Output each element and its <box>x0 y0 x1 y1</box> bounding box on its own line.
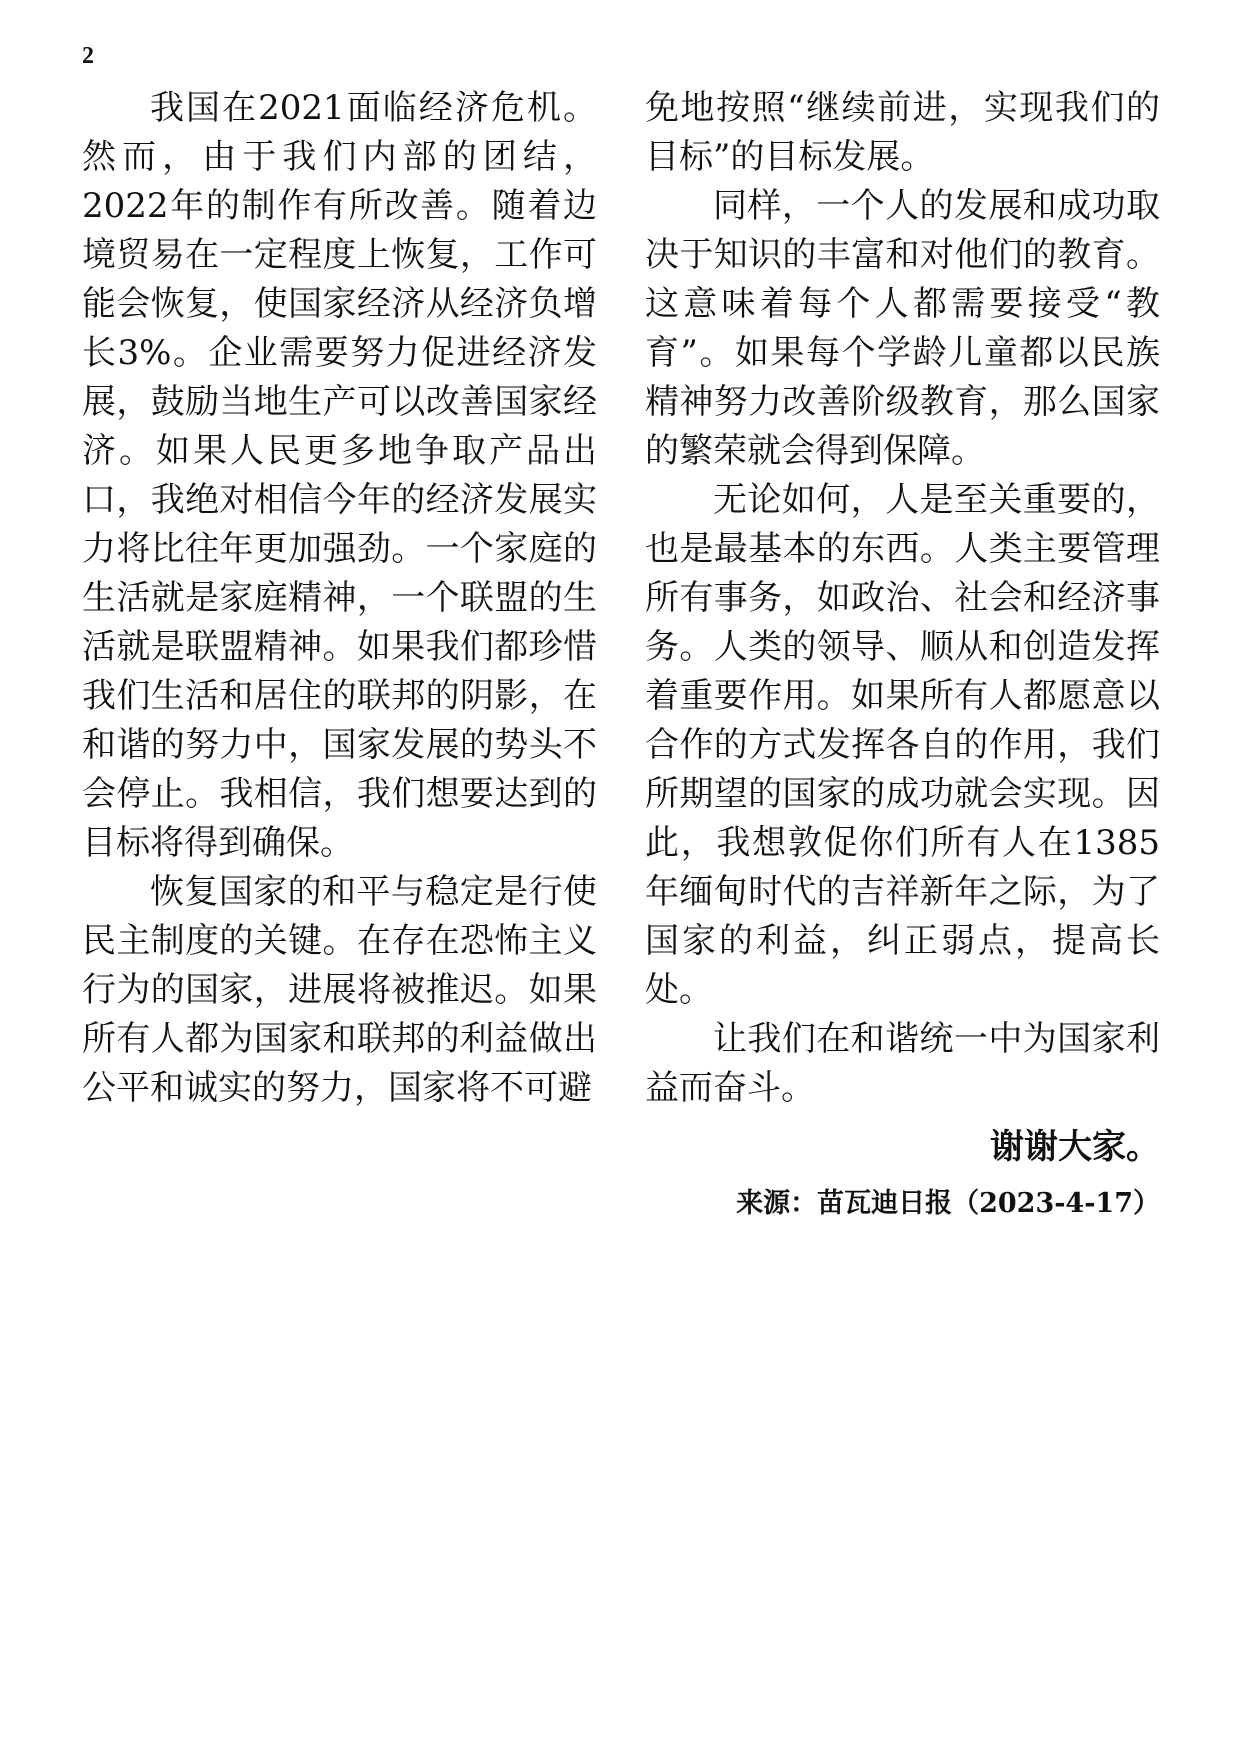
paragraph-peace: 恢复国家的和平与稳定是行使民主制度的关键。在存在恐怖主义行为的国家，进展将被推迟。如果所有人都为国家和联邦的利益做出公平和诚实的努力，国家将不可避 <box>82 872 597 1108</box>
paragraph-economy: 我国在2021面临经济危机。然而，由于我们内部的团结，2022年的制作有所改善。随着边境贸易在一定程度上恢复，工作可能会恢复，使国家经济从经济负增长3%。企业需要努力促进经济发展，鼓励当地生产可以改善国家经济。如果人民更多地争取产品出口，我绝对相信今年的经济发展实力将比往年更加强劲。一个家庭的生活就是家庭精神，一个联盟的生活就是联盟精神。如果我们都珍惜我们生活和居住的联邦的阴影，在和谐的努力中，国家发展的势头不会停止。我相信，我们想要达到的目标将得到确保。 <box>82 88 597 863</box>
paragraph-closing: 让我们在和谐统一中为国家利益而奋斗。 <box>645 1019 1160 1108</box>
paragraph-peace-continued: 免地按照“继续前进，实现我们的目标”的目标发展。 <box>645 88 1160 177</box>
article-body <box>82 84 1160 1224</box>
left-column <box>82 84 597 1224</box>
page-number: 2 <box>82 43 94 69</box>
paragraph-education: 同样，一个人的发展和成功取决于知识的丰富和对他们的教育。这意味着每个人都需要接受“教育”。如果每个学龄儿童都以民族精神努力改善阶级教育，那么国家的繁荣就会得到保障。 <box>645 186 1160 471</box>
right-column <box>645 84 1160 1224</box>
source-citation: 来源：苗瓦迪日报（2023-4-17） <box>736 1188 1160 1219</box>
thanks-line: 谢谢大家。 <box>990 1127 1160 1167</box>
paragraph-people: 无论如何，人是至关重要的，也是最基本的东西。人类主要管理所有事务，如政治、社会和经济事务。人类的领导、顺从和创造发挥着重要作用。如果所有人都愿意以合作的方式发挥各自的作用，我们所期望的国家的成功就会实现。因此，我想敦促你们所有人在1385年缅甸时代的吉祥新年之际，为了国家的利益，纠正弱点，提高长处。 <box>645 480 1160 1010</box>
